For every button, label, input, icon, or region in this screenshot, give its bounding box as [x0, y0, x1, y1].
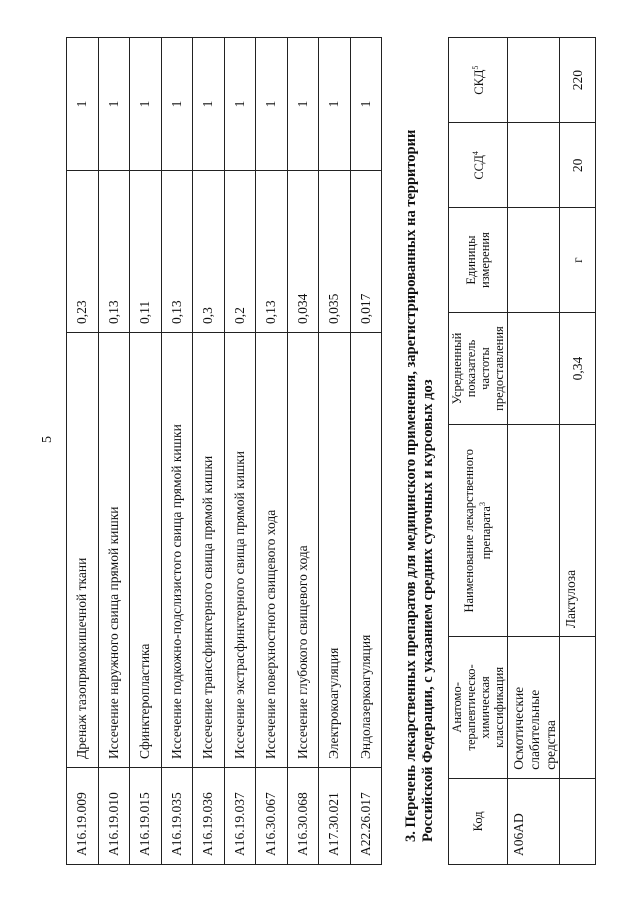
header-atc: Анатомо-терапевтическо-химическая классификация	[449, 637, 508, 779]
service-code: A16.19.035	[161, 768, 193, 865]
service-uc: 1	[256, 38, 288, 171]
group-atc: Осмотические слабительные средства	[508, 637, 560, 779]
service-name: Дренаж тазопрямокишечной ткани	[67, 333, 99, 768]
service-code: A16.19.009	[67, 768, 99, 865]
service-uc: 1	[287, 38, 319, 171]
service-uc: 1	[224, 38, 256, 171]
table-row	[193, 38, 225, 865]
drug-name: Лактулоза	[560, 425, 596, 637]
service-uc: 1	[67, 38, 99, 171]
header-drug-name: Наименование лекарственного препарата$^3$	[449, 425, 508, 637]
group-code: A06AD	[508, 778, 560, 864]
service-code: A16.30.068	[287, 768, 319, 865]
service-rate: 0,23	[67, 171, 99, 333]
page-number: 5	[40, 436, 55, 443]
header-code: Код	[449, 778, 508, 864]
service-name: Сфинктеропластика	[130, 333, 162, 768]
service-uc: 1	[98, 38, 130, 171]
table-row	[161, 38, 193, 865]
table-row	[130, 38, 162, 865]
service-uc: 1	[193, 38, 225, 171]
drug-row	[560, 38, 596, 865]
table-row	[256, 38, 288, 865]
services-table	[66, 37, 382, 865]
table-row	[319, 38, 351, 865]
drug-ssd: 20	[560, 123, 596, 208]
service-name: Электрокоагуляция	[319, 333, 351, 768]
service-name: Иссечение поверхностного свищевого хода	[256, 333, 288, 768]
service-code: A16.19.037	[224, 768, 256, 865]
service-code: A16.19.010	[98, 768, 130, 865]
service-name: Иссечение подкожно-подслизистого свища прямой кишки	[161, 333, 193, 768]
header-ssd: ССД$^4$	[449, 123, 508, 208]
drug-group-row	[508, 38, 560, 865]
service-code: A16.30.067	[256, 768, 288, 865]
service-name: Иссечение наружного свища прямой кишки	[98, 333, 130, 768]
table-row	[67, 38, 99, 865]
service-code: A17.30.021	[319, 768, 351, 865]
section-title	[403, 52, 437, 842]
header-frequency: Усредненный показатель частоты предоставления	[449, 312, 508, 425]
header-unit: Единицы измерения	[449, 208, 508, 312]
service-name: Иссечение экстрасфинктерного свища прямой кишки	[224, 333, 256, 768]
service-name: Иссечение транссфинктерного свища прямой кишки	[193, 333, 225, 768]
service-rate: 0,035	[319, 171, 351, 333]
service-uc: 1	[161, 38, 193, 171]
service-code: A16.19.036	[193, 768, 225, 865]
service-uc: 1	[319, 38, 351, 171]
service-rate: 0,13	[256, 171, 288, 333]
service-uc: 1	[350, 38, 382, 171]
service-rate: 0,034	[287, 171, 319, 333]
service-name: Эндолазеркоагуляция	[350, 333, 382, 768]
service-name: Иссечение глубокого свищевого хода	[287, 333, 319, 768]
service-rate: 0,13	[161, 171, 193, 333]
drug-table	[448, 37, 596, 865]
table-row	[287, 38, 319, 865]
drug-skd: 220	[560, 38, 596, 123]
service-rate: 0,2	[224, 171, 256, 333]
service-code: A22.26.017	[350, 768, 382, 865]
service-code: A16.19.015	[130, 768, 162, 865]
service-rate: 0,017	[350, 171, 382, 333]
service-rate: 0,3	[193, 171, 225, 333]
table-row	[98, 38, 130, 865]
service-uc: 1	[130, 38, 162, 171]
drug-frequency: 0,34	[560, 312, 596, 425]
section-title-line-1: 3. Перечень лекарственных препаратов для медицинского применения, зарегистрированных на территории	[403, 129, 419, 842]
table-row	[350, 38, 382, 865]
service-rate: 0,11	[130, 171, 162, 333]
section-title-line-2: Российской Федерации, с указанием средних суточных и курсовых доз	[420, 379, 436, 842]
table-row	[224, 38, 256, 865]
header-skd: СКД$^5$	[449, 38, 508, 123]
service-rate: 0,13	[98, 171, 130, 333]
drug-unit: г	[560, 208, 596, 312]
drug-table-header-row	[449, 38, 508, 865]
